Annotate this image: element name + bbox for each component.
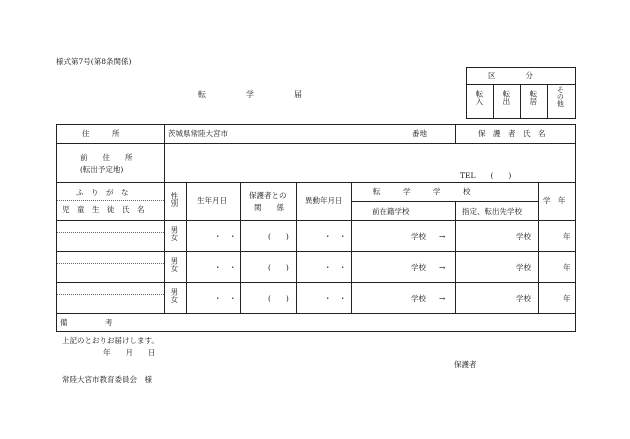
kubun-header: 区 分 — [488, 71, 533, 80]
form-title: 転 学 届 — [198, 90, 302, 99]
relation-label-2: 関 係 — [254, 203, 284, 212]
from-school-cell: 学校 — [411, 232, 426, 241]
prev-address-label: 前 住 所 — [80, 153, 133, 162]
submit-note: 上記のとおりお届けします。 — [62, 336, 159, 345]
addressee: 常陸大宮市教育委員会 様 — [62, 375, 152, 384]
furigana-label: ふ り が な — [76, 188, 129, 197]
relation-label-1: 保護者との — [249, 191, 287, 200]
birth-cell: ・ ・ — [214, 263, 237, 272]
birth-cell: ・ ・ — [214, 294, 237, 303]
sex-cell: 男女 — [169, 226, 179, 241]
date-line: 年 月 日 — [103, 348, 156, 357]
move-cell: ・ ・ — [324, 263, 347, 272]
grade-cell: 年 — [563, 232, 571, 241]
kubun-sonota: その他 — [556, 86, 565, 107]
move-date-label: 異動年月日 — [305, 196, 343, 205]
grade-cell: 年 — [563, 263, 571, 272]
guardian-label: 保護者 — [454, 360, 477, 369]
birth-cell: ・ ・ — [214, 232, 237, 241]
tel-label: TEL ( ) — [460, 171, 512, 180]
notes-label: 備 考 — [60, 318, 113, 327]
to-school-cell: 学校 — [516, 263, 531, 272]
arrow-icon: → — [439, 294, 446, 303]
grade-cell: 年 — [563, 294, 571, 303]
from-school-cell: 学校 — [411, 263, 426, 272]
arrow-icon: → — [439, 232, 446, 241]
kubun-tenshutsu: 転出 — [501, 90, 511, 105]
relation-cell: ( ) — [268, 294, 289, 303]
sex-cell: 男女 — [169, 288, 179, 303]
address-label: 住 所 — [82, 129, 120, 138]
kubun-tenkyo: 転居 — [528, 90, 538, 105]
guardian-name-label: 保 護 者 氏 名 — [478, 129, 546, 138]
relation-cell: ( ) — [268, 232, 289, 241]
to-school-cell: 学校 — [516, 294, 531, 303]
new-school-label: 指定、転出先学校 — [462, 207, 522, 216]
student-name-label: 児 童 生 徒 氏 名 — [62, 205, 145, 214]
to-school-cell: 学校 — [516, 232, 531, 241]
sex-cell: 男女 — [169, 257, 179, 272]
transfer-school-label: 転 学 学 校 — [373, 187, 471, 196]
move-cell: ・ ・ — [324, 294, 347, 303]
form-number: 様式第7号(第8条関係) — [56, 57, 132, 66]
birth-label: 生年月日 — [197, 196, 227, 205]
address-value: 茨城県常陸大宮市 — [168, 129, 228, 138]
grade-label: 学 年 — [543, 196, 566, 205]
arrow-icon: → — [439, 263, 446, 272]
current-school-label: 前在籍学校 — [372, 207, 410, 216]
prev-address-sub: (転出予定地) — [80, 165, 124, 174]
move-cell: ・ ・ — [324, 232, 347, 241]
kubun-tennyu: 転入 — [474, 90, 484, 105]
from-school-cell: 学校 — [411, 294, 426, 303]
banchi-label: 番地 — [412, 129, 427, 138]
sex-label: 性別 — [169, 192, 179, 207]
relation-cell: ( ) — [268, 263, 289, 272]
